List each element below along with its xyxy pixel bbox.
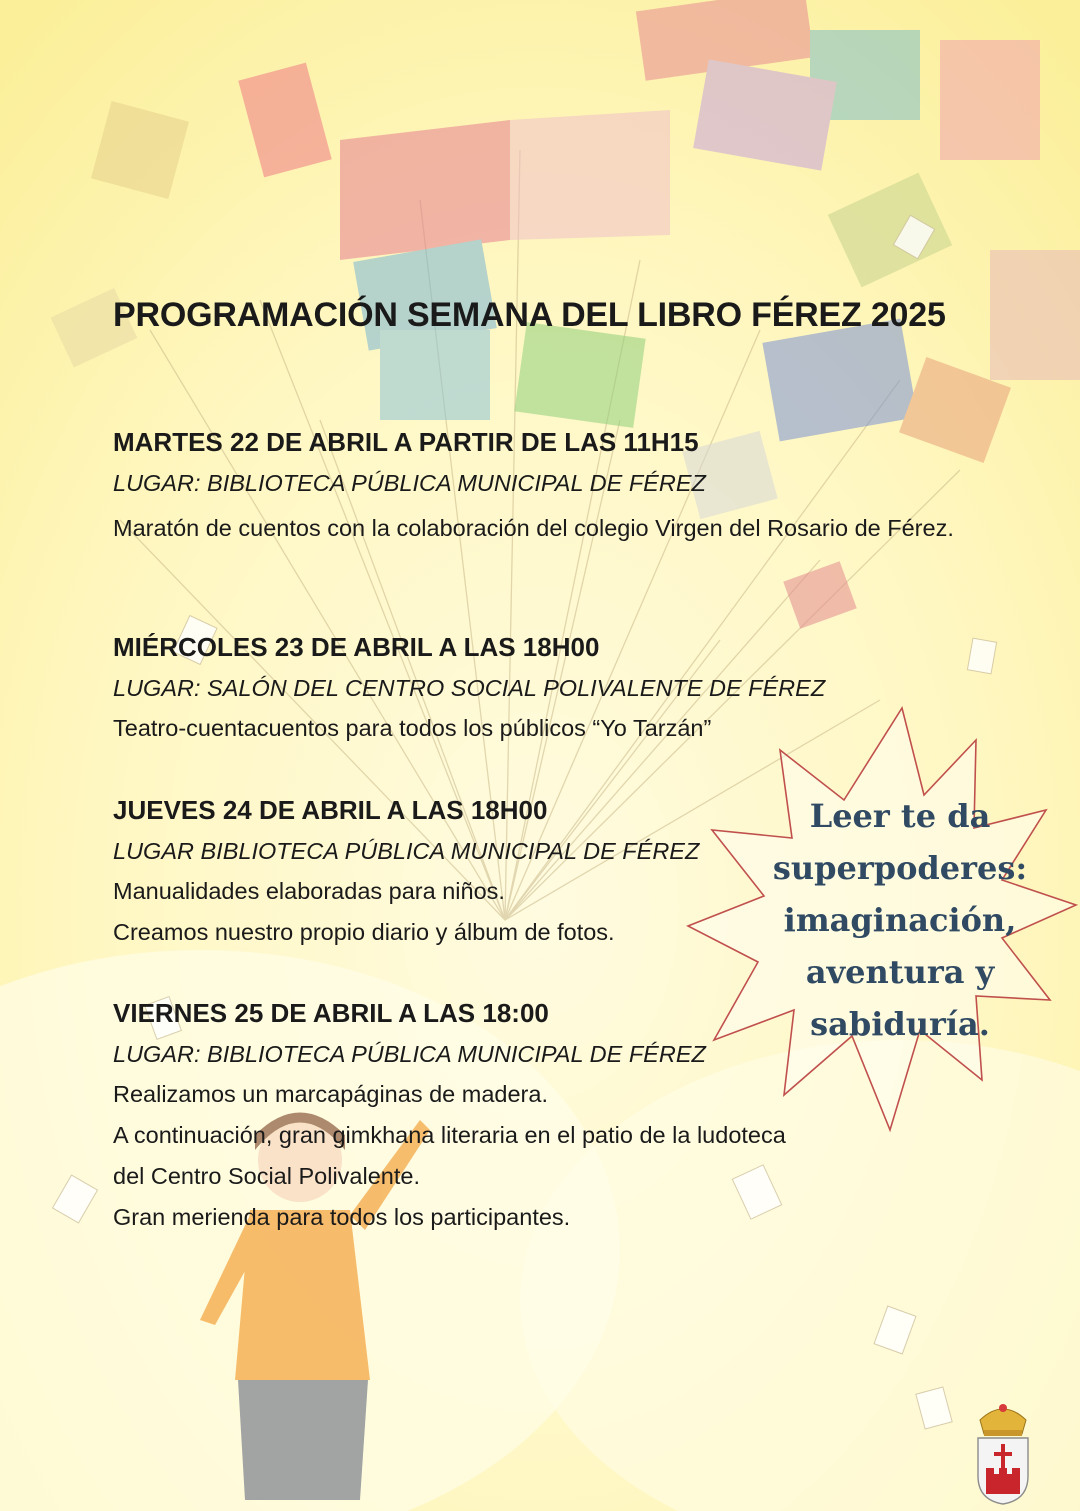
callout-line: aventura y <box>805 953 995 991</box>
event-tuesday <box>113 426 1013 549</box>
event-description: Creamos nuestro propio diario y álbum de fotos. <box>113 919 615 945</box>
callout-line: sabiduría. <box>810 1005 990 1043</box>
event-date: MARTES 22 DE ABRIL A PARTIR DE LAS 11H15 <box>113 427 699 457</box>
event-description: del Centro Social Polivalente. <box>113 1163 420 1189</box>
event-description: Realizamos un marcapáginas de madera. <box>113 1081 548 1107</box>
starburst-callout-text <box>740 790 1060 1050</box>
event-place: LUGAR: BIBLIOTECA PÚBLICA MUNICIPAL DE FÉREZ <box>113 1041 706 1067</box>
callout-line: imaginación, <box>783 901 1017 939</box>
event-place: LUGAR BIBLIOTECA PÚBLICA MUNICIPAL DE FÉREZ <box>113 838 700 864</box>
event-description: Teatro-cuentacuentos para todos los públicos “Yo Tarzán” <box>113 715 712 741</box>
page-title: PROGRAMACIÓN SEMANA DEL LIBRO FÉREZ 2025 <box>113 296 946 334</box>
event-date: MIÉRCOLES 23 DE ABRIL A LAS 18H00 <box>113 632 600 662</box>
event-place: LUGAR: BIBLIOTECA PÚBLICA MUNICIPAL DE FÉREZ <box>113 470 706 496</box>
callout-line: superpoderes: <box>772 849 1028 887</box>
event-description: Gran merienda para todos los participantes. <box>113 1204 571 1230</box>
coat-of-arms-logo <box>972 1400 1034 1506</box>
event-place: LUGAR: SALÓN DEL CENTRO SOCIAL POLIVALENTE DE FÉREZ <box>113 675 826 701</box>
event-date: JUEVES 24 DE ABRIL A LAS 18H00 <box>113 795 548 825</box>
event-description: Manualidades elaboradas para niños. <box>113 878 505 904</box>
event-date: VIERNES 25 DE ABRIL A LAS 18:00 <box>113 998 549 1028</box>
callout-line: Leer te da <box>809 797 991 835</box>
event-description: Maratón de cuentos con la colaboración del colegio Virgen del Rosario de Férez. <box>113 515 954 541</box>
event-description: A continuación, gran gimkhana literaria en el patio de la ludoteca <box>113 1122 786 1148</box>
